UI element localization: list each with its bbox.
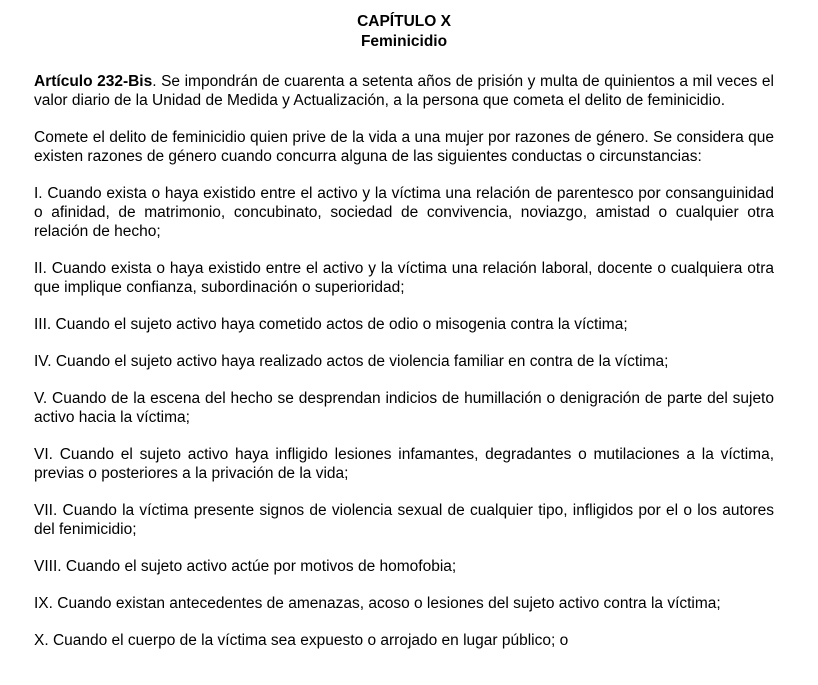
- chapter-subtitle: Feminicidio: [360, 33, 448, 50]
- fraction-iv: IV. Cuando el sujeto activo haya realizado actos de violencia familiar en contra de la víctima;: [34, 353, 669, 370]
- fraction-iii: III. Cuando el sujeto activo haya cometido actos de odio o misogenia contra la víctima;: [34, 316, 628, 333]
- intro-paragraph: Comete el delito de feminicidio quien prive de la vida a una mujer por razones de género. Se considera que existen razones de género cuando concurra alguna de las siguientes conductas o circunstancias:: [34, 129, 774, 165]
- article-text: . Se impondrán de cuarenta a setenta años de prisión y multa de quinientos a mil veces el valor diario de la Unidad de Medida y Actualización, a la persona que cometa el delito de feminicidio.: [34, 73, 774, 109]
- chapter-heading: [34, 12, 774, 52]
- fraction-vi: VI. Cuando el sujeto activo haya infligido lesiones infamantes, degradantes o mutilaciones a la víctima, previas o posteriores a la privación de la vida;: [34, 446, 774, 482]
- article-number: Artículo 232-Bis: [34, 73, 153, 90]
- fraction-ii: II. Cuando exista o haya existido entre el activo y la víctima una relación laboral, docente o cualquiera otra que implique confianza, subordinación o superioridad;: [34, 260, 774, 296]
- fraction-viii: VIII. Cuando el sujeto activo actúe por motivos de homofobia;: [34, 558, 457, 575]
- fraction-v: V. Cuando de la escena del hecho se desprendan indicios de humillación o denigración de parte del sujeto activo hacia la víctima;: [34, 390, 774, 426]
- fraction-i: I. Cuando exista o haya existido entre el activo y la víctima una relación de parentesco por consanguinidad o afinidad, de matrimonio, concubinato, sociedad de convivencia, noviazgo, amistad o cualquier otra relación de hecho;: [34, 185, 774, 240]
- fraction-vii: VII. Cuando la víctima presente signos de violencia sexual de cualquier tipo, infligidos por el o los autores del fenimicidio;: [34, 502, 774, 538]
- fraction-x: X. Cuando el cuerpo de la víctima sea expuesto o arrojado en lugar público; o: [34, 632, 569, 649]
- fraction-ix: IX. Cuando existan antecedentes de amenazas, acoso o lesiones del sujeto activo contra la víctima;: [34, 595, 721, 612]
- chapter-title: CAPÍTULO X: [357, 13, 451, 30]
- article-paragraph: [34, 72, 774, 110]
